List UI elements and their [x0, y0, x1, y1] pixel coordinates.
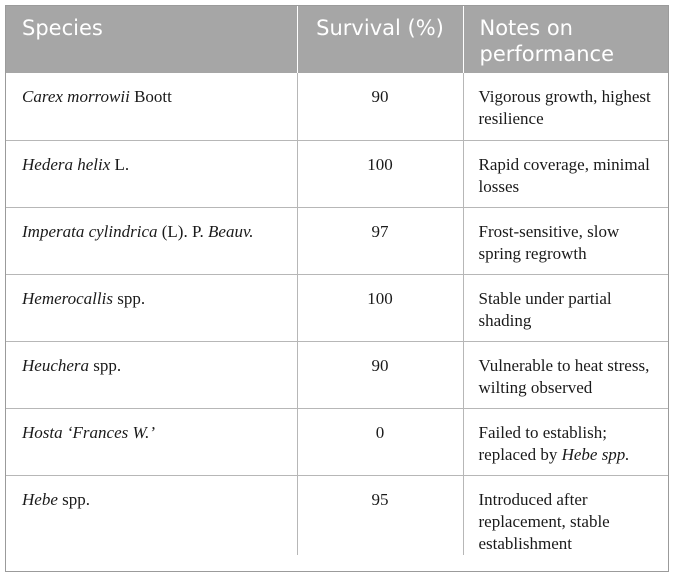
species-cell	[6, 73, 297, 140]
species-authority: spp.	[57, 489, 90, 509]
notes-text: Stable under partial shading	[478, 288, 612, 330]
header-species: Species	[6, 6, 297, 73]
species-name: Imperata cylindrica	[22, 221, 158, 241]
species-name: Carex morrowii	[22, 87, 130, 106]
notes-text: Vulnerable to heat stress, wilting observed	[478, 355, 650, 397]
species-authority: L.	[110, 154, 130, 174]
notes-text: Failed to establish; replaced by	[478, 422, 607, 464]
header-survival: Survival (%)	[297, 6, 463, 73]
notes-cell	[463, 475, 668, 555]
species-cell	[6, 140, 297, 207]
notes-text: Frost-sensitive, slow spring regrowth	[478, 221, 620, 263]
species-cell	[6, 341, 297, 408]
survival-table	[5, 5, 669, 572]
species-name: Hedera helix	[22, 154, 111, 174]
table-row	[6, 73, 668, 140]
notes-text: Introduced after replacement, stable establishment	[478, 489, 610, 553]
species-authority: spp.	[89, 355, 122, 375]
notes-cell	[463, 140, 668, 207]
notes-cell	[463, 408, 668, 475]
table-row	[6, 140, 668, 207]
species-authority: Boott	[129, 87, 172, 106]
species-authority-italic: Beauv.	[208, 221, 254, 241]
table-row	[6, 207, 668, 274]
species-name: Heuchera	[22, 355, 90, 375]
table-row	[6, 408, 668, 475]
table-row	[6, 475, 668, 555]
survival-cell: 100	[297, 274, 463, 341]
survival-cell: 90	[297, 341, 463, 408]
species-authority: (L). P.	[157, 221, 209, 241]
species-name: Hemerocallis	[22, 288, 113, 308]
notes-cell	[463, 207, 668, 274]
notes-cell	[463, 274, 668, 341]
survival-cell: 90	[297, 73, 463, 140]
species-cell	[6, 207, 297, 274]
notes-text: Vigorous growth, highest resilience	[478, 87, 651, 128]
species-cell	[6, 408, 297, 475]
species-cell	[6, 475, 297, 555]
notes-text-italic: Hebe spp.	[561, 444, 630, 464]
species-authority: spp.	[112, 288, 146, 308]
survival-cell: 0	[297, 408, 463, 475]
species-name: Hosta ‘Frances W.’	[22, 422, 155, 442]
notes-cell	[463, 73, 668, 140]
header-row	[6, 6, 668, 73]
survival-cell: 95	[297, 475, 463, 555]
species-table	[6, 6, 668, 555]
survival-cell: 100	[297, 140, 463, 207]
species-cell	[6, 274, 297, 341]
table-row	[6, 274, 668, 341]
notes-text: Rapid coverage, minimal losses	[478, 154, 650, 196]
survival-cell: 97	[297, 207, 463, 274]
notes-cell	[463, 341, 668, 408]
species-name: Hebe	[22, 489, 58, 509]
table-row	[6, 341, 668, 408]
header-notes: Notes on performance	[479, 16, 614, 66]
